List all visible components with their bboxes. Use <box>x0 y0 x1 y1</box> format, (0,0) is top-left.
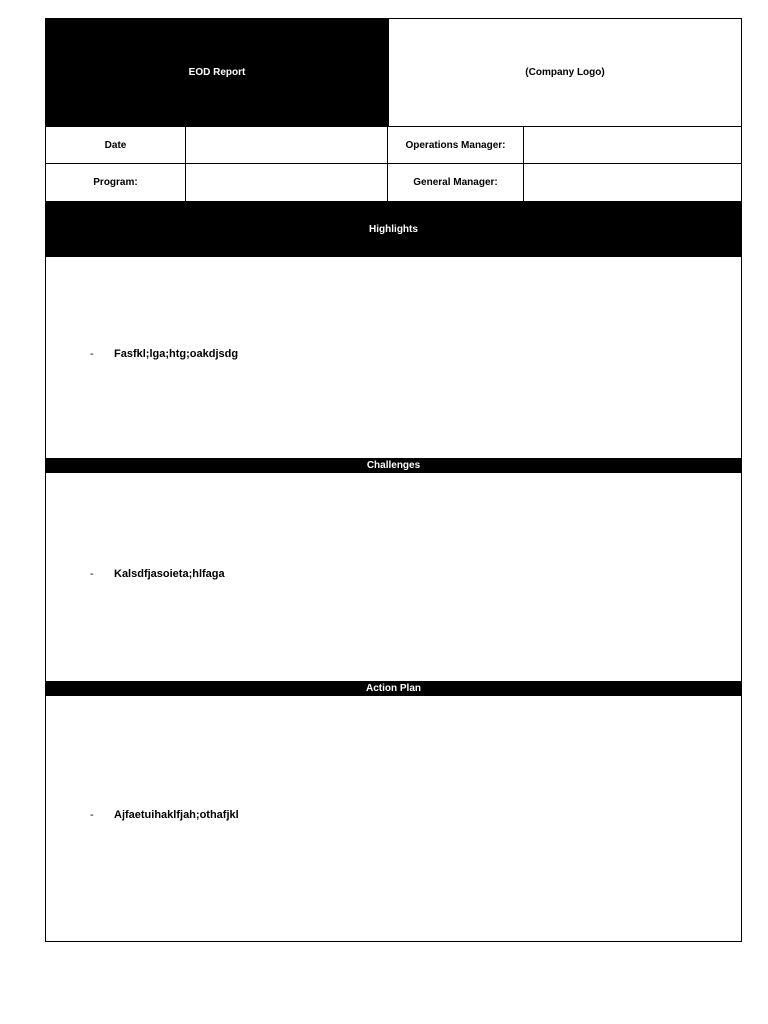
operations-manager-label-cell <box>388 127 524 163</box>
highlights-item-text: Fasfkl;lga;htg;oakdjsdg <box>114 348 239 360</box>
action-plan-body[interactable] <box>46 696 741 941</box>
challenges-body[interactable] <box>46 473 741 681</box>
program-label: Program: <box>93 177 138 188</box>
operations-manager-label: Operations Manager: <box>405 139 506 151</box>
date-label: Date <box>104 139 127 151</box>
report-title-cell <box>46 19 388 126</box>
company-logo-placeholder: (Company Logo) <box>525 67 605 78</box>
company-logo-cell <box>388 19 741 126</box>
program-label-cell <box>46 164 186 201</box>
info-row-date <box>46 126 741 163</box>
general-manager-label-cell <box>388 164 524 201</box>
highlights-body[interactable] <box>46 257 741 458</box>
operations-manager-field[interactable] <box>524 127 741 163</box>
challenges-bullet-item <box>90 568 225 580</box>
date-label-cell <box>46 127 186 163</box>
date-field[interactable] <box>186 127 388 163</box>
action-plan-item-text: Ajfaetuihaklfjah;othafjkl <box>114 809 239 821</box>
highlights-title: Highlights <box>369 223 418 235</box>
action-plan-title: Action Plan <box>365 683 421 694</box>
general-manager-label: General Manager: <box>413 177 498 188</box>
challenges-item-text: Kalsdfjasoieta;hlfaga <box>114 568 225 580</box>
challenges-title: Challenges <box>366 460 421 471</box>
program-field[interactable] <box>186 164 388 201</box>
action-plan-bullet-item <box>90 809 239 821</box>
eod-report-form <box>45 18 742 942</box>
report-header-row <box>46 19 741 126</box>
bullet-marker: - <box>90 568 94 580</box>
bullet-marker: - <box>90 809 94 821</box>
report-title: EOD Report <box>188 67 246 78</box>
highlights-header <box>46 201 741 257</box>
challenges-header <box>46 458 741 473</box>
info-row-program <box>46 163 741 201</box>
general-manager-field[interactable] <box>524 164 741 201</box>
highlights-bullet-item <box>90 348 238 360</box>
bullet-marker: - <box>90 348 94 360</box>
action-plan-header <box>46 681 741 696</box>
